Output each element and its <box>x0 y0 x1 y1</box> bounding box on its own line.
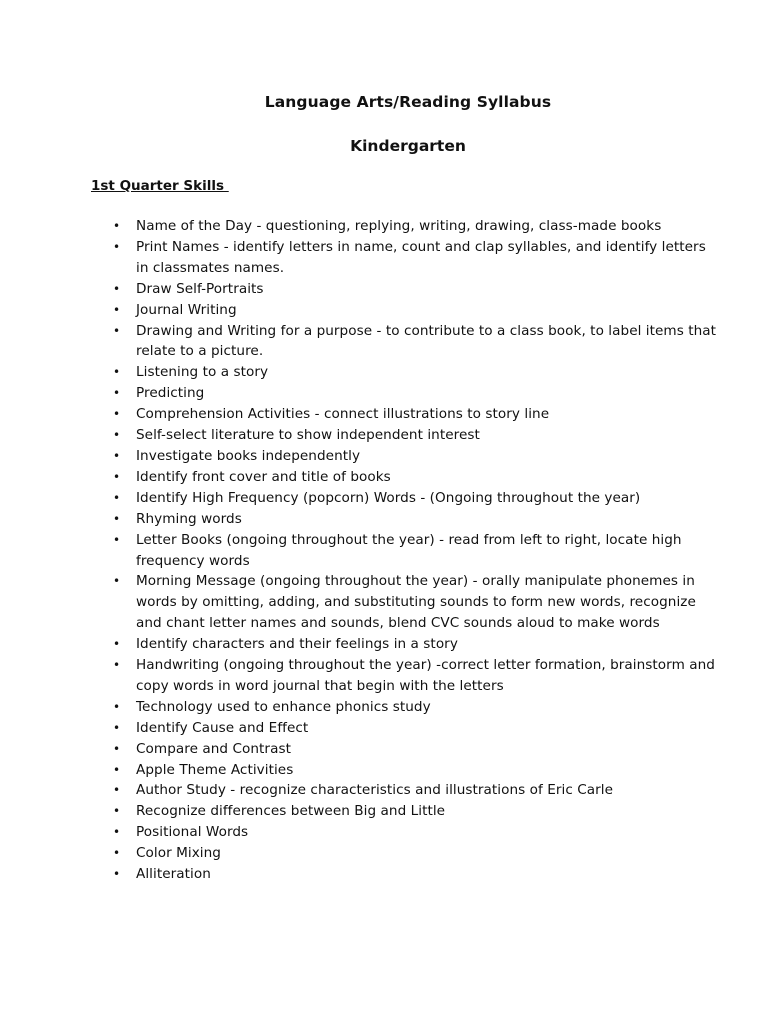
bullet-icon: • <box>113 511 121 526</box>
list-item-text: Compare and Contrast <box>136 740 291 757</box>
list-item <box>0 300 768 321</box>
bullet-icon: • <box>113 825 121 840</box>
list-item-text: Draw Self-Portraits <box>136 280 264 297</box>
list-item <box>0 216 768 237</box>
list-item-text: Technology used to enhance phonics study <box>136 698 431 715</box>
list-item-text: Color Mixing <box>136 845 221 862</box>
bullet-icon: • <box>113 846 121 861</box>
list-item-text: Alliteration <box>136 866 211 883</box>
list-item <box>0 279 768 300</box>
list-item-text: Identify Cause and Effect <box>136 719 309 736</box>
bullet-icon: • <box>113 637 121 652</box>
list-item-text: Recognize differences between Big and Little <box>136 803 446 820</box>
list-item-text: Comprehension Activities - connect illustrations to story line <box>136 406 550 423</box>
list-item <box>0 718 768 739</box>
list-item <box>0 655 768 697</box>
list-item <box>0 739 768 760</box>
list-item-text: Apple Theme Activities <box>136 761 294 778</box>
list-item-text: Morning Message (ongoing throughout the year) - orally manipulate phonemes in words by omitting, adding, and substituting sounds to form new words, recognize and chant letter names and sounds, blend CVC sounds aloud to make words <box>136 573 696 632</box>
list-item-text: Rhyming words <box>136 510 242 527</box>
list-item <box>0 822 768 843</box>
bullet-icon: • <box>113 490 121 505</box>
list-item-text: Author Study - recognize characteristics and illustrations of Eric Carle <box>136 782 614 799</box>
list-item <box>0 321 768 363</box>
list-item <box>0 488 768 509</box>
list-item <box>0 697 768 718</box>
bullet-icon: • <box>113 219 121 233</box>
list-item-text: Listening to a story <box>136 364 269 381</box>
list-item <box>0 237 768 279</box>
list-item <box>0 425 768 446</box>
bullet-icon: • <box>113 302 121 317</box>
list-item <box>0 383 768 404</box>
list-item <box>0 509 768 530</box>
list-item <box>0 843 768 864</box>
list-item <box>0 446 768 467</box>
list-item-text: Journal Writing <box>136 301 237 318</box>
list-item <box>0 634 768 655</box>
bullet-icon: • <box>113 407 121 422</box>
bullet-icon: • <box>113 762 121 777</box>
bullet-icon: • <box>113 448 121 463</box>
list-item <box>0 864 768 885</box>
skills-list <box>0 216 768 885</box>
bullet-icon: • <box>113 386 121 401</box>
list-item <box>0 780 768 801</box>
document-subtitle: Kindergarten <box>350 137 466 155</box>
bullet-icon: • <box>113 720 121 735</box>
list-item <box>0 404 768 425</box>
list-item-text: Letter Books (ongoing throughout the year) - read from left to right, locate high frequency words <box>136 531 682 569</box>
bullet-icon: • <box>113 574 121 589</box>
list-item <box>0 362 768 383</box>
list-item <box>0 801 768 822</box>
list-item-text: Drawing and Writing for a purpose - to contribute to a class book, to label items that relate to a picture. <box>136 322 717 360</box>
bullet-icon: • <box>113 867 121 882</box>
bullet-icon: • <box>113 804 121 819</box>
list-item-text: Identify characters and their feelings in a story <box>136 636 458 653</box>
bullet-icon: • <box>113 365 121 380</box>
list-item-text: Name of the Day - questioning, replying, writing, drawing, class-made books <box>136 218 662 234</box>
list-item-text: Handwriting (ongoing throughout the year) -correct letter formation, brainstorm and copy words in word journal that begin with the letters <box>136 657 715 694</box>
list-item <box>0 530 768 572</box>
list-item-text: Identify High Frequency (popcorn) Words - (Ongoing throughout the year) <box>136 489 641 506</box>
list-item-text: Positional Words <box>136 824 249 841</box>
bullet-icon: • <box>113 323 121 338</box>
bullet-icon: • <box>113 469 121 484</box>
list-item-text: Self-select literature to show independent interest <box>136 427 480 444</box>
bullet-icon: • <box>113 741 121 756</box>
list-item-text: Predicting <box>136 385 205 402</box>
section-heading: 1st Quarter Skills <box>91 178 229 194</box>
list-item <box>0 571 768 634</box>
bullet-icon: • <box>113 658 121 673</box>
bullet-icon: • <box>113 281 121 296</box>
list-item-text: Print Names - identify letters in name, count and clap syllables, and identify letters in classmates names. <box>136 238 706 276</box>
bullet-icon: • <box>113 532 121 547</box>
list-item-text: Investigate books independently <box>136 447 361 464</box>
list-item-text: Identify front cover and title of books <box>136 468 391 485</box>
bullet-icon: • <box>113 428 121 443</box>
bullet-icon: • <box>113 239 121 254</box>
bullet-icon: • <box>113 783 121 798</box>
document-title: Language Arts/Reading Syllabus <box>264 93 552 111</box>
bullet-icon: • <box>113 699 121 714</box>
list-item <box>0 760 768 781</box>
list-item <box>0 467 768 488</box>
